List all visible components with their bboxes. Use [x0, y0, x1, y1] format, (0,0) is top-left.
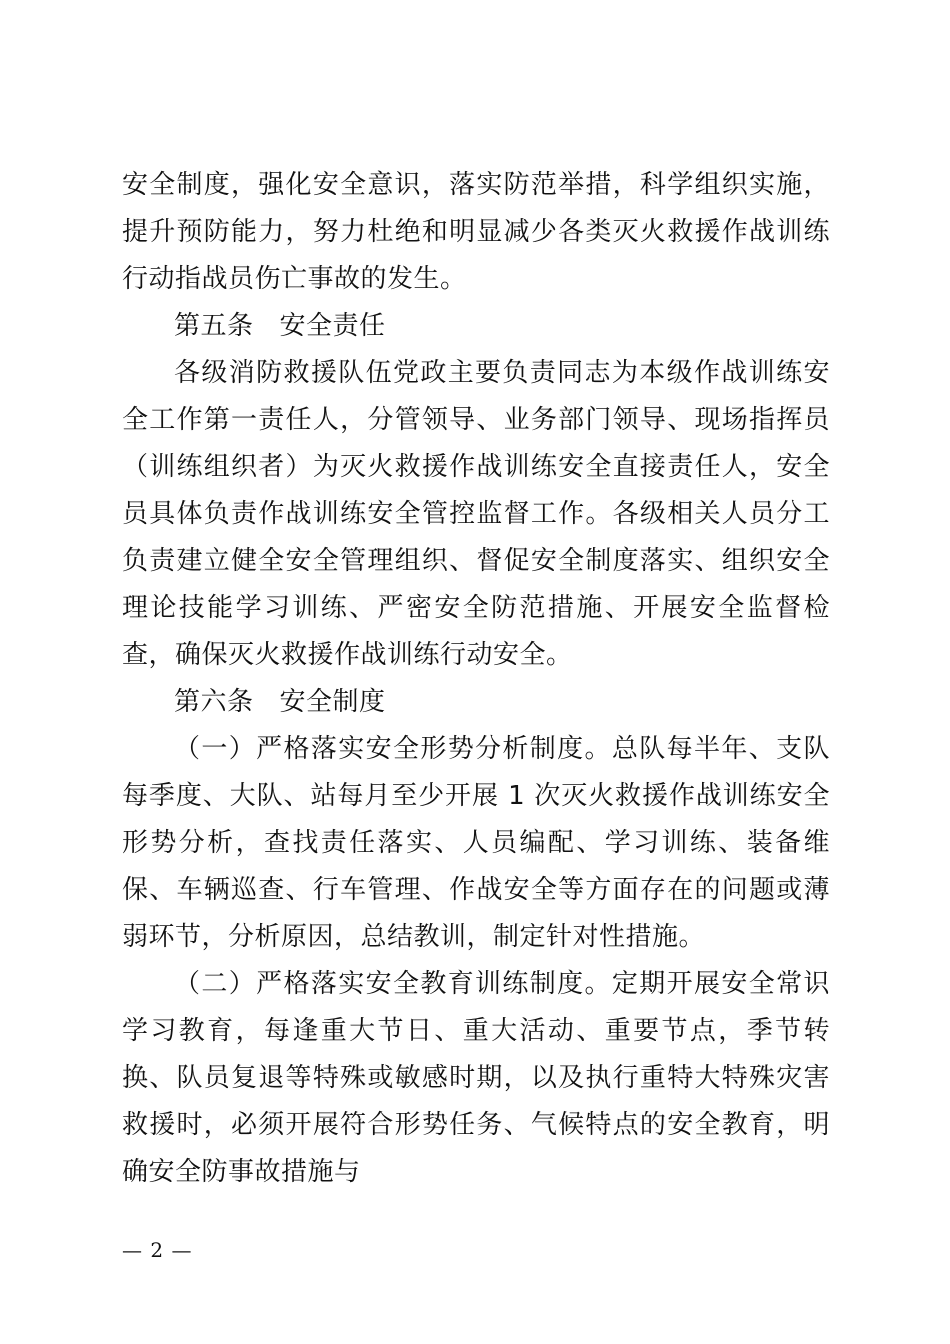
article-heading-6: [122, 679, 830, 726]
paragraph-safety-education: （二）严格落实安全教育训练制度。定期开展安全常识学习教育，每逢重大节日、重大活动、重要节点，季节转换、队员复退等特殊或敏感时期，以及执行重特大特殊灾害救援时，必须开展符合形势任务、气候特点的安全教育，明确安全防事故措施与: [122, 969, 830, 1187]
article-heading-5: [122, 303, 830, 350]
page-number: — 2 —: [122, 1238, 193, 1262]
article-number: 第六条: [174, 687, 254, 717]
paragraph-safety-analysis: （一）严格落实安全形势分析制度。总队每半年、支队每季度、大队、站每月至少开展 1 次灭火救援作战训练安全形势分析，查找责任落实、人员编配、学习训练、装备维保、车辆巡查、行车管理、作战安全等方面存在的问题或薄弱环节，分析原因，总结教训，制定针对性措施。: [122, 734, 830, 952]
article-number: 第五条: [174, 311, 254, 341]
paragraph-safety-responsibility: 各级消防救援队伍党政主要负责同志为本级作战训练安全工作第一责任人，分管领导、业务部门领导、现场指挥员（训练组织者）为灭火救援作战训练安全直接责任人，安全员具体负责作战训练安全管控监督工作。各级相关人员分工负责建立健全安全管理组织、督促安全制度落实、组织安全理论技能学习训练、严密安全防范措施、开展安全监督检查，确保灭火救援作战训练行动安全。: [122, 358, 830, 670]
article-title: 安全责任: [279, 311, 386, 341]
article-title: 安全制度: [279, 687, 386, 717]
document-body: [122, 162, 830, 1196]
paragraph-intro-continuation: 安全制度，强化安全意识，落实防范举措，科学组织实施，提升预防能力，努力杜绝和明显减少各类灭火救援作战训练行动指战员伤亡事故的发生。: [122, 170, 830, 294]
